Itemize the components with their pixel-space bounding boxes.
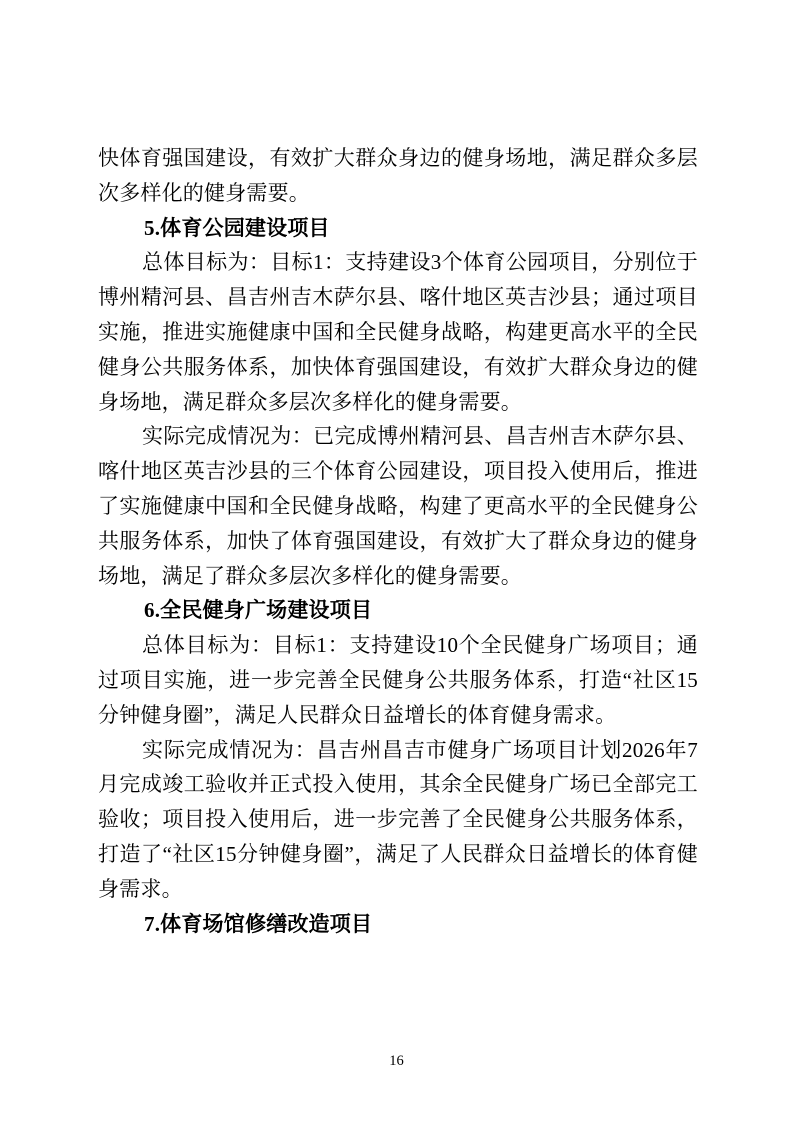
text-line: 总体目标为：目标1：支持建设3个体育公园项目，分别位于 bbox=[142, 250, 698, 275]
text-line: 打造了“社区15分钟健身圈”，满足了人民群众日益增长的体育健 bbox=[98, 841, 698, 866]
text-line: 博州精河县、昌吉州吉木萨尔县、喀什地区英吉沙县；通过项目 bbox=[98, 285, 698, 310]
text-line: 场地，满足了群众多层次多样化的健身需要。 bbox=[98, 563, 522, 588]
text-line: 身场地，满足群众多层次多样化的健身需要。 bbox=[98, 389, 522, 414]
text-line: 总体目标为：目标1：支持建设10个全民健身广场项目；通 bbox=[142, 633, 698, 658]
text-line: 快体育强国建设，有效扩大群众身边的健身场地，满足群众多层 bbox=[98, 146, 698, 170]
text-line: 健身公共服务体系，加快体育强国建设，有效扩大群众身边的健 bbox=[98, 354, 698, 379]
text-line: 验收；项目投入使用后，进一步完善了全民健身公共服务体系， bbox=[98, 807, 698, 832]
text-line: 身需求。 bbox=[98, 876, 183, 901]
section-heading-7: 7.体育场馆修缮改造项目 bbox=[144, 911, 373, 936]
text-line: 月完成竣工验收并正式投入使用，其余全民健身广场已全部完工 bbox=[98, 772, 698, 797]
text-line: 次多样化的健身需要。 bbox=[98, 180, 310, 205]
text-line: 实施，推进实施健康中国和全民健身战略，构建更高水平的全民 bbox=[98, 319, 698, 344]
text-line: 过项目实施，进一步完善全民健身公共服务体系，打造“社区15 bbox=[98, 667, 698, 692]
text-line: 实际完成情况为：昌吉州昌吉市健身广场项目计划2026年7 bbox=[142, 737, 698, 762]
page-number: 16 bbox=[389, 1053, 404, 1069]
section-heading-6: 6.全民健身广场建设项目 bbox=[144, 598, 373, 623]
text-line: 共服务体系，加快了体育强国建设，有效扩大了群众身边的健身 bbox=[98, 528, 698, 553]
text-line: 分钟健身圈”，满足人民群众日益增长的体育健身需求。 bbox=[98, 702, 617, 727]
text-line: 实际完成情况为：已完成博州精河县、昌吉州吉木萨尔县、 bbox=[142, 424, 698, 449]
document-body bbox=[98, 141, 698, 941]
section-heading-5: 5.体育公园建设项目 bbox=[144, 215, 330, 240]
text-line: 喀什地区英吉沙县的三个体育公园建设，项目投入使用后，推进 bbox=[98, 459, 698, 484]
text-line: 了实施健康中国和全民健身战略，构建了更高水平的全民健身公 bbox=[98, 493, 698, 518]
